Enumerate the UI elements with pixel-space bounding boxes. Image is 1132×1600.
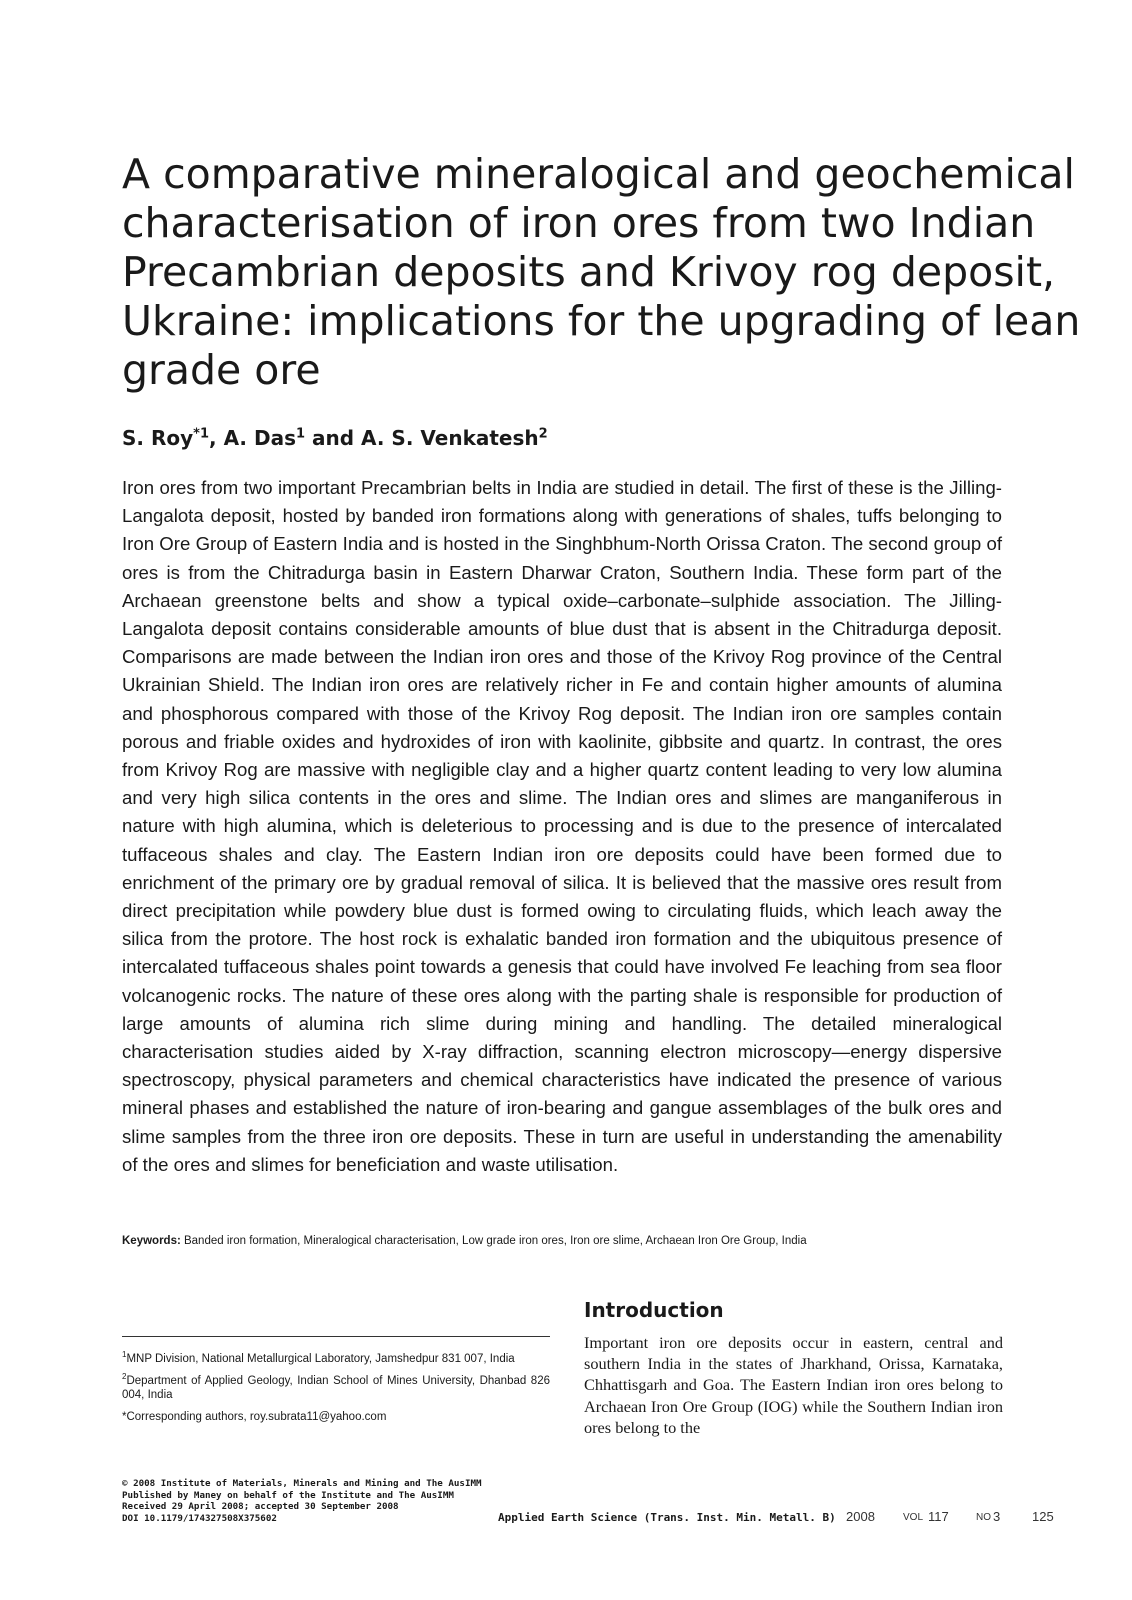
author-name: S. Roy [122, 426, 194, 450]
affiliation-mark: 2 [122, 1371, 127, 1381]
affiliation-text: MNP Division, National Metallurgical Laboratory, Jamshedpur 831 007, India [126, 1352, 515, 1365]
introduction-paragraph: Important iron ore deposits occur in eastern, central and southern India in the states of Jharkhand, Orissa, Karnataka, Chhattisgarh and Goa. The Eastern Indian iron ores belong to Archaean Iron Ore Group (IOG) while the Southern Indian iron ores belong to the [584, 1333, 1003, 1437]
title-line: Precambrian deposits and Krivoy rog deposit, [122, 248, 1056, 296]
affiliation-text: Department of Applied Geology, Indian School of Mines University, Dhanbad 826 004, India [122, 1374, 550, 1401]
footer-year: 2008 [846, 1509, 875, 1524]
title-line: Ukraine: implications for the upgrading of lean [122, 297, 1081, 345]
author-name: A. S. Venkatesh [361, 426, 539, 450]
footer-issue: 3 [993, 1509, 1001, 1524]
copyright-block [122, 1478, 482, 1524]
keywords-text: Banded iron formation, Mineralogical characterisation, Low grade iron ores, Iron ore slime, Archaean Iron Ore Group, India [180, 1235, 807, 1247]
corresponding-author: *Corresponding authors, roy.subrata11@yahoo.com [122, 1410, 387, 1423]
section-heading-introduction: Introduction [584, 1298, 724, 1322]
affiliation-item [122, 1348, 550, 1366]
keywords-label: Keywords: [122, 1235, 181, 1247]
title-line: A comparative mineralogical and geochemical [122, 150, 1075, 198]
author-affiliation-mark: 1 [295, 426, 306, 442]
affiliation-mark: 1 [122, 1350, 127, 1359]
author-separator: and [305, 426, 362, 450]
affiliation-item [122, 1370, 550, 1402]
publisher-line: Published by Maney on behalf of the Institute and The AusIMM [122, 1489, 454, 1501]
author-affiliation-mark: *1 [193, 426, 209, 442]
author-name: A. Das [223, 426, 296, 450]
page-number: 125 [1032, 1509, 1054, 1524]
author-separator: , [209, 426, 224, 450]
author-affiliation-mark: 2 [538, 426, 548, 442]
abstract: Iron ores from two important Precambrian belts in India are studied in detail. The first of these is the Jilling-Langalota deposit, hosted by banded iron formations along with generations of shales, tuffs belonging to Iron Ore Group of Eastern India and is hosted in the Singhbhum-North Orissa Craton. The second group of ores is from the Chitradurga basin in Eastern Dharwar Craton, Southern India. These form part of the Archaean greenstone belts and show a typical oxide–carbonate–sulphide association. The Jilling-Langalota deposit contains considerable amounts of blue dust that is absent in the Chitradurga deposit. Comparisons are made between the Indian iron ores and those of the Krivoy Rog province of the Central Ukrainian Shield. The Indian iron ores are relatively richer in Fe and contain higher amounts of alumina and phosphorous compared with those of the Krivoy Rog deposit. The Indian iron ore samples contain porous and friable oxides and hydroxides of iron with kaolinite, gibbsite and quartz. In contrast, the ores from Krivoy Rog are massive with negligible clay and a higher quartz content leading to very low alumina and very high silica contents in the ores and slime. The Indian ores and slimes are manganiferous in nature with high alumina, which is deleterious to processing and is due to the presence of intercalated tuffaceous shales and clay. The Eastern Indian iron ore deposits could have been formed due to enrichment of the primary ore by gradual removal of silica. It is believed that the massive ores result from direct precipitation while powdery blue dust is formed owing to circulating fluids, which leach away the silica from the protore. The host rock is exhalatic banded iron formation and the ubiquitous presence of intercalated tuffaceous shales point towards a genesis that could have involved Fe leaching from sea floor volcanogenic rocks. The nature of these ores along with the parting shale is responsible for production of large amounts of alumina rich slime during mining and handling. The detailed mineralogical characterisation studies aided by X-ray diffraction, scanning electron microscopy—energy dispersive spectroscopy, physical parameters and chemical characteristics have indicated the presence of various mineral phases and established the nature of iron-bearing and gangue assemblages of the bulk ores and slime samples from the three iron ore deposits. These in turn are useful in understanding the amenability of the ores and slimes for beneficiation and waste utilisation. [122, 477, 1002, 1175]
footer-volume: 117 [928, 1509, 949, 1524]
title-line: grade ore [122, 346, 321, 394]
doi-line: DOI 10.1179/174327508X375602 [122, 1512, 277, 1524]
copyright-line: © 2008 Institute of Materials, Minerals and Mining and The AusIMM [122, 1478, 482, 1489]
footnote-divider [122, 1336, 550, 1337]
footer-vol-label: VOL [903, 1512, 924, 1523]
received-line: Received 29 April 2008; accepted 30 September 2008 [122, 1501, 399, 1512]
author-list [122, 426, 548, 450]
affiliations [122, 1348, 550, 1428]
paper-title [122, 150, 1081, 395]
footer-no-label: NO [976, 1512, 991, 1523]
title-line: characterisation of iron ores from two Indian [122, 199, 1036, 247]
keywords [122, 1235, 1002, 1247]
footer-journal-name: Applied Earth Science (Trans. Inst. Min. Metall. B) [498, 1511, 836, 1524]
